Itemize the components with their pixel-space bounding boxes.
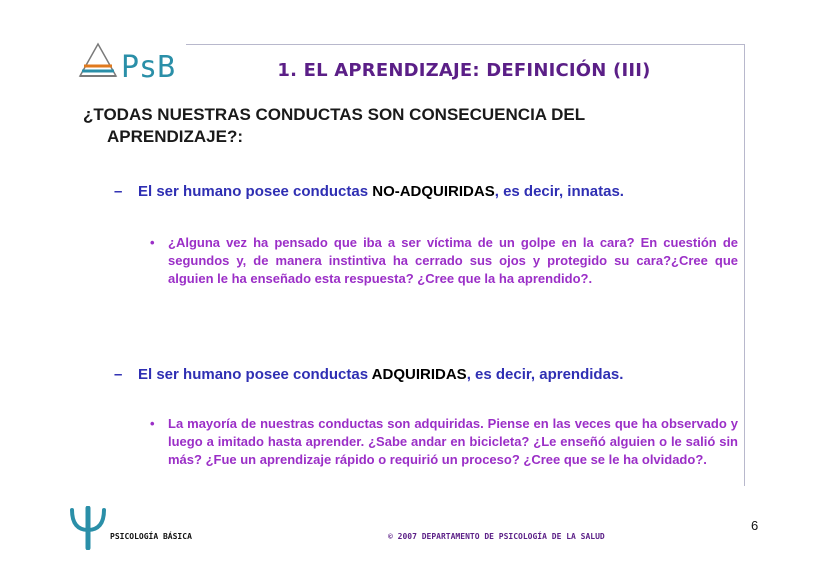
question-line-1: ¿TODAS NUESTRAS CONDUCTAS SON CONSECUENCIA DEL — [83, 105, 586, 124]
slide-frame-right-line — [744, 44, 745, 486]
slide-title: 1. EL APRENDIZAJE: DEFINICIÓN (III) — [277, 60, 651, 81]
psb-logo-icon — [78, 40, 178, 84]
point-prefix: El ser humano posee conductas — [138, 366, 372, 383]
sub-point-text: ¿Alguna vez ha pensado que iba a ser víctima de un golpe en la cara? En cuestión de segundos y, de manera instintiva ha cerrado sus ojos y protegido su cara?¿Cree que alguien le ha enseñado esta respuesta? ¿Cree que la ha aprendido?. — [168, 235, 738, 286]
sub-point-text: La mayoría de nuestras conductas son adquiridas. Piense en las veces que ha observado y luego a imitado hasta aprender. ¿Sabe andar en bicicleta? ¿Le enseñó alguien o le salió sin más? ¿Fue un aprendizaje rápido o requirió un proceso? ¿Cree que se le ha olvidado?. — [168, 416, 738, 467]
logo-text: PsB — [121, 50, 176, 84]
sub-point-acquired — [150, 415, 738, 469]
footer-copyright: © 2007 DEPARTAMENTO DE PSICOLOGÍA DE LA SALUD — [388, 532, 605, 541]
point-suffix: , es decir, innatas. — [494, 183, 624, 200]
slide-frame-top-line — [186, 44, 744, 45]
point-emphasis: ADQUIRIDAS — [371, 366, 467, 383]
point-prefix: El ser humano posee conductas — [138, 183, 373, 200]
footer-course-label: PSICOLOGÍA BÁSICA — [110, 532, 192, 541]
point-innate — [114, 182, 738, 202]
main-question — [83, 104, 737, 148]
dash-marker: – — [114, 183, 123, 200]
point-acquired — [114, 365, 738, 385]
psi-symbol-icon — [68, 506, 108, 550]
bullet-marker: • — [150, 235, 155, 250]
point-emphasis: NO-ADQUIRIDAS — [372, 183, 495, 200]
page-number: 6 — [751, 518, 759, 533]
point-suffix: , es decir, aprendidas. — [466, 366, 624, 383]
sub-point-innate — [150, 234, 738, 288]
bullet-marker: • — [150, 416, 155, 431]
dash-marker: – — [114, 366, 123, 383]
question-line-2: APRENDIZAJE?: — [107, 127, 244, 146]
